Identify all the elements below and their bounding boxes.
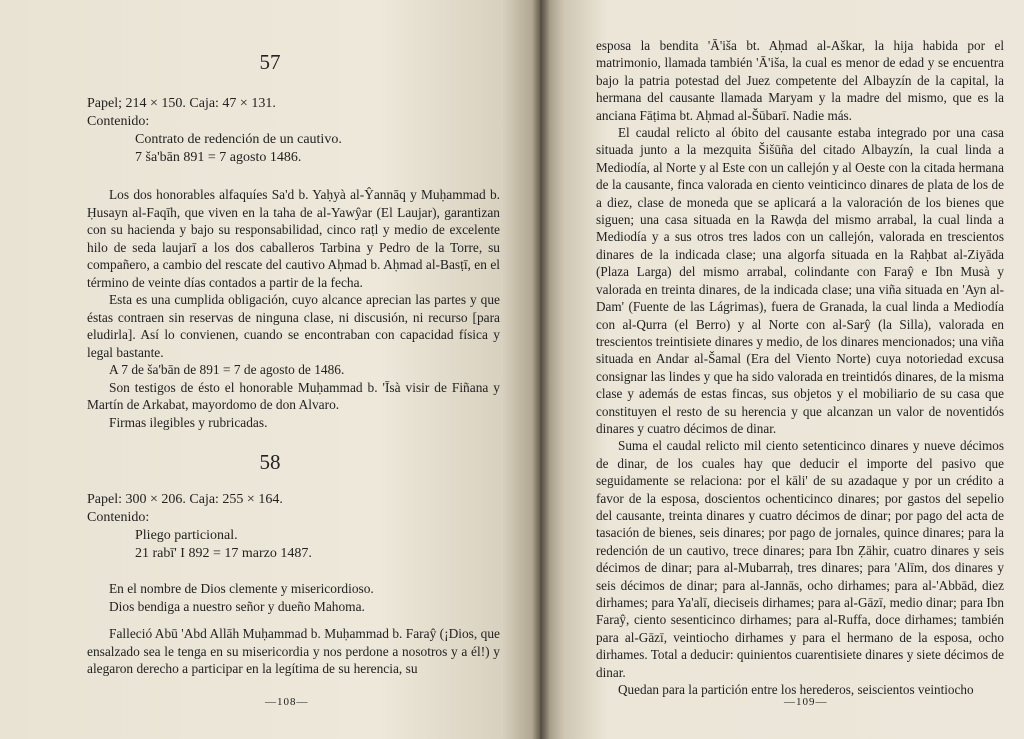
document-date: 7 ša'bān 891 = 7 agosto 1486.	[135, 150, 302, 165]
paragraph: esposa la bendita 'Ā'iša bt. Aḥmad al-Aškar, la hija habida por el matrimonio, llamada también 'Ā'iša, la cual es menor de edad y se encuentra bajo la patria potestad del Juez competente del Albayzín de la capital, la hermana del causante llamada Maryam y la madre del mismo, que es la anciana Fāṭima bt. Aḥmad al-Šūbarī. Nadie más.	[596, 38, 1004, 123]
entry-57-text	[87, 186, 500, 431]
page-folio: —109—	[784, 696, 828, 708]
entry-58-metadata	[87, 491, 312, 563]
paragraph: El caudal relicto al óbito del causante estaba integrado por una casa situada junto a la mezquita Šišūña del citado Albayzín, la cual linda a Mediodía, al Norte y al Este con un callejón y al Oeste con la citada hermana de la causante, finca valorada en ciento veinticinco dinares de plata de los de a diez, clase de moneda que se aplicará a la valoración de los bienes que siguen; una casa situada en la Rawḍa del mismo arrabal, la cual linda a Mediodía y a sus otros tres lados con un callejón, valorada en trescientos dinares de la indicada clase; una algorfa situada en la Raḥbat al-Ziyāda (Plaza Larga) del mismo arrabal, colindante con Faraŷ e Ibn Musà y valorada en treinta dinares, de la indicada clase; una viña situada en 'Ayn al-Dam' (Fuente de las Lágrimas), fuera de Granada, la cual linda a Mediodía con al-Qurra (el Berro) y al Norte con al-Sarŷ (la Silla), valorada en trescientos treintisiete dinares y medio, de los dinares mencionados; una viña situada en Andar al-Šamal (Era del Viento Norte) cuya notoriedad excusa consignar las lindes y que ha sido valorada en treintidós dinares, de la misma clase y además de estas fincas, sus objetos y el mobiliario de su casa que constituyen el resto de su herencia y que alcanzan un valor de noventidós dinares y cuatro décimos de dinar.	[596, 125, 1004, 436]
paragraph: Son testigos de ésto el honorable Muḥammad b. 'Īsà visir de Fiñana y Martín de Arkabat, mayordomo de don Alvaro.	[87, 379, 500, 412]
paper-dimensions: Papel; 214 × 150. Caja: 47 × 131.	[87, 96, 276, 111]
paper-dimensions: Papel: 300 × 206. Caja: 255 × 164.	[87, 492, 283, 507]
paragraph: Los dos honorables alfaquíes Sa'd b. Yaḥyà al-Ŷannāq y Muḥammad b. Ḥusayn al-Faqīh, que viven en la taha de al-Yawŷar (El Laujar), garantizan con su hacienda y bajo su responsabilidad, cinco raṭl y medio de excelente hilo de seda laujarī a los dos caballeros Tarbina y Pedro de la Torre, su compañero, a cambio del rescate del cautivo Aḥmad b. Aḥmad al-Basṭī, en el término de veinte días contados a partir de la fecha.	[87, 187, 500, 290]
page-folio: —108—	[265, 696, 309, 708]
entry-number-57: 57	[259, 50, 281, 74]
contents-description: Contrato de redención de un cautivo.	[135, 132, 342, 147]
document-date: 21 rabī' I 892 = 17 marzo 1487.	[135, 546, 312, 561]
contents-label: Contenido:	[87, 510, 150, 525]
paragraph: Falleció Abū 'Abd Allāh Muḥammad b. Muḥammad b. Faraŷ (¡Dios, que ensalzado sea le tenga en su misericordia y nos perdone a nosotros y a él!) y alegaron derecho a participar en la legítima de su herencia, su	[87, 626, 500, 676]
paragraph: Firmas ilegibles y rubricadas.	[109, 414, 268, 430]
right-page	[540, 0, 1024, 739]
paragraph: En el nombre de Dios clemente y misericordioso.	[109, 581, 374, 596]
paragraph: Quedan para la partición entre los herederos, seiscientos veintiocho	[618, 682, 974, 698]
paragraph: Esta es una cumplida obligación, cuyo alcance aprecian las partes y que éstas contraen sin reservas de ninguna clase, ni discusión, ni recurso [para eludirla]. Así lo convienen, cuando se encontraban con capacidad física y legal bastante.	[87, 292, 500, 360]
book-gutter	[532, 0, 550, 739]
contents-description: Pliego particional.	[135, 528, 238, 543]
entry-58-continuation-text	[596, 37, 1004, 698]
contents-label: Contenido:	[87, 114, 150, 129]
entry-57-metadata	[87, 95, 342, 167]
entry-58-text	[87, 580, 500, 678]
paragraph: A 7 de ša'bān de 891 = 7 de agosto de 1486.	[109, 362, 345, 377]
paragraph: Suma el caudal relicto mil ciento setenticinco dinares y nueve décimos de dinar, de los cuales hay que deducir el importe del pasivo que seguidamente se relaciona: por el kāli' de su azadaque y por un crédito a favor de la esposa, doscientos ochenticinco dinares; por gastos del sepelio del causante, treinta dinares y cuatro décimos de dinar; por pago del acta de tasación de bienes, seis dinares; por pago de jornales, quince dinares; para la redención de un cautivo, trece dinares; para Ibn Ẓāhir, cuatro dinares y seis décimos de dinar; para al-Mubarraḥ, tres dinares; para 'Alīm, dos dinares y seis décimos de dinar; para al-Jannās, ocho dirhames; para al-'Abbād, diez dirhames; para Ya'alī, dieciseis dirhames; para al-Gāzī, medio dinar; para Ibn Faraŷ, ciento sesenticinco dirhames; para al-Ruffa, doce dirhames; también para al-Gāzī, veintiocho dirhames y para el hermano de la esposa, ocho dirhames. Total a deducir: quinientos cuarentisiete dinares y siete décimos de dinar.	[596, 438, 1004, 680]
paragraph: Dios bendiga a nuestro señor y dueño Mahoma.	[109, 598, 365, 614]
entry-number-58: 58	[259, 450, 281, 474]
